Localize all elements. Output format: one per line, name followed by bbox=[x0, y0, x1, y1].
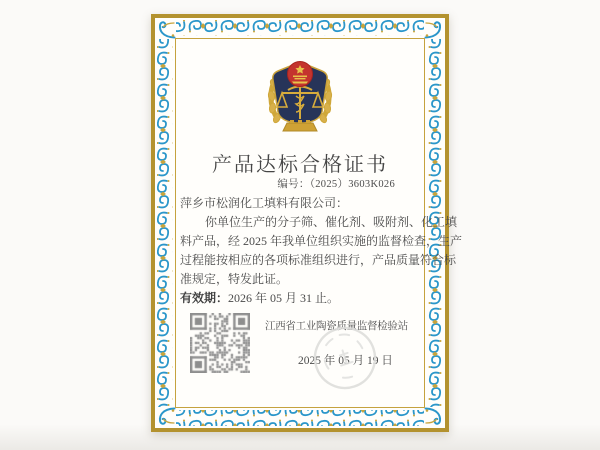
certificate-number: 编号：（2025）3603K026 bbox=[277, 179, 395, 190]
validity-label: 有效期： bbox=[180, 291, 229, 305]
validity-line bbox=[180, 289, 436, 308]
faint-seal-icon bbox=[311, 324, 379, 392]
certificate-body bbox=[180, 194, 463, 308]
body-line: 你单位生产的分子筛、催化剂、吸附剂、化工填 bbox=[205, 215, 458, 229]
certificate bbox=[151, 14, 463, 432]
validity-value: 2026 年 05 月 31 止。 bbox=[228, 291, 340, 305]
body-line: 料产品，经 2025 年我单位组织实施的监督检查，生产 bbox=[180, 234, 463, 248]
market-regulation-badge-icon bbox=[262, 56, 338, 136]
body-line: 过程能按相应的各项标准组织进行，产品质量符合标 bbox=[180, 253, 457, 267]
issuer-name: 江西省工业陶瓷质量监督检验站 bbox=[265, 321, 408, 332]
qr-code-icon bbox=[190, 313, 250, 373]
recipient-line: 萍乡市松润化工填料有限公司： bbox=[180, 196, 349, 210]
body-line: 准规定，特发此证。 bbox=[180, 272, 289, 286]
certificate-title: 产品达标合格证书 bbox=[212, 154, 388, 176]
issue-date: 2025 年 05 月 19 日 bbox=[298, 355, 393, 367]
